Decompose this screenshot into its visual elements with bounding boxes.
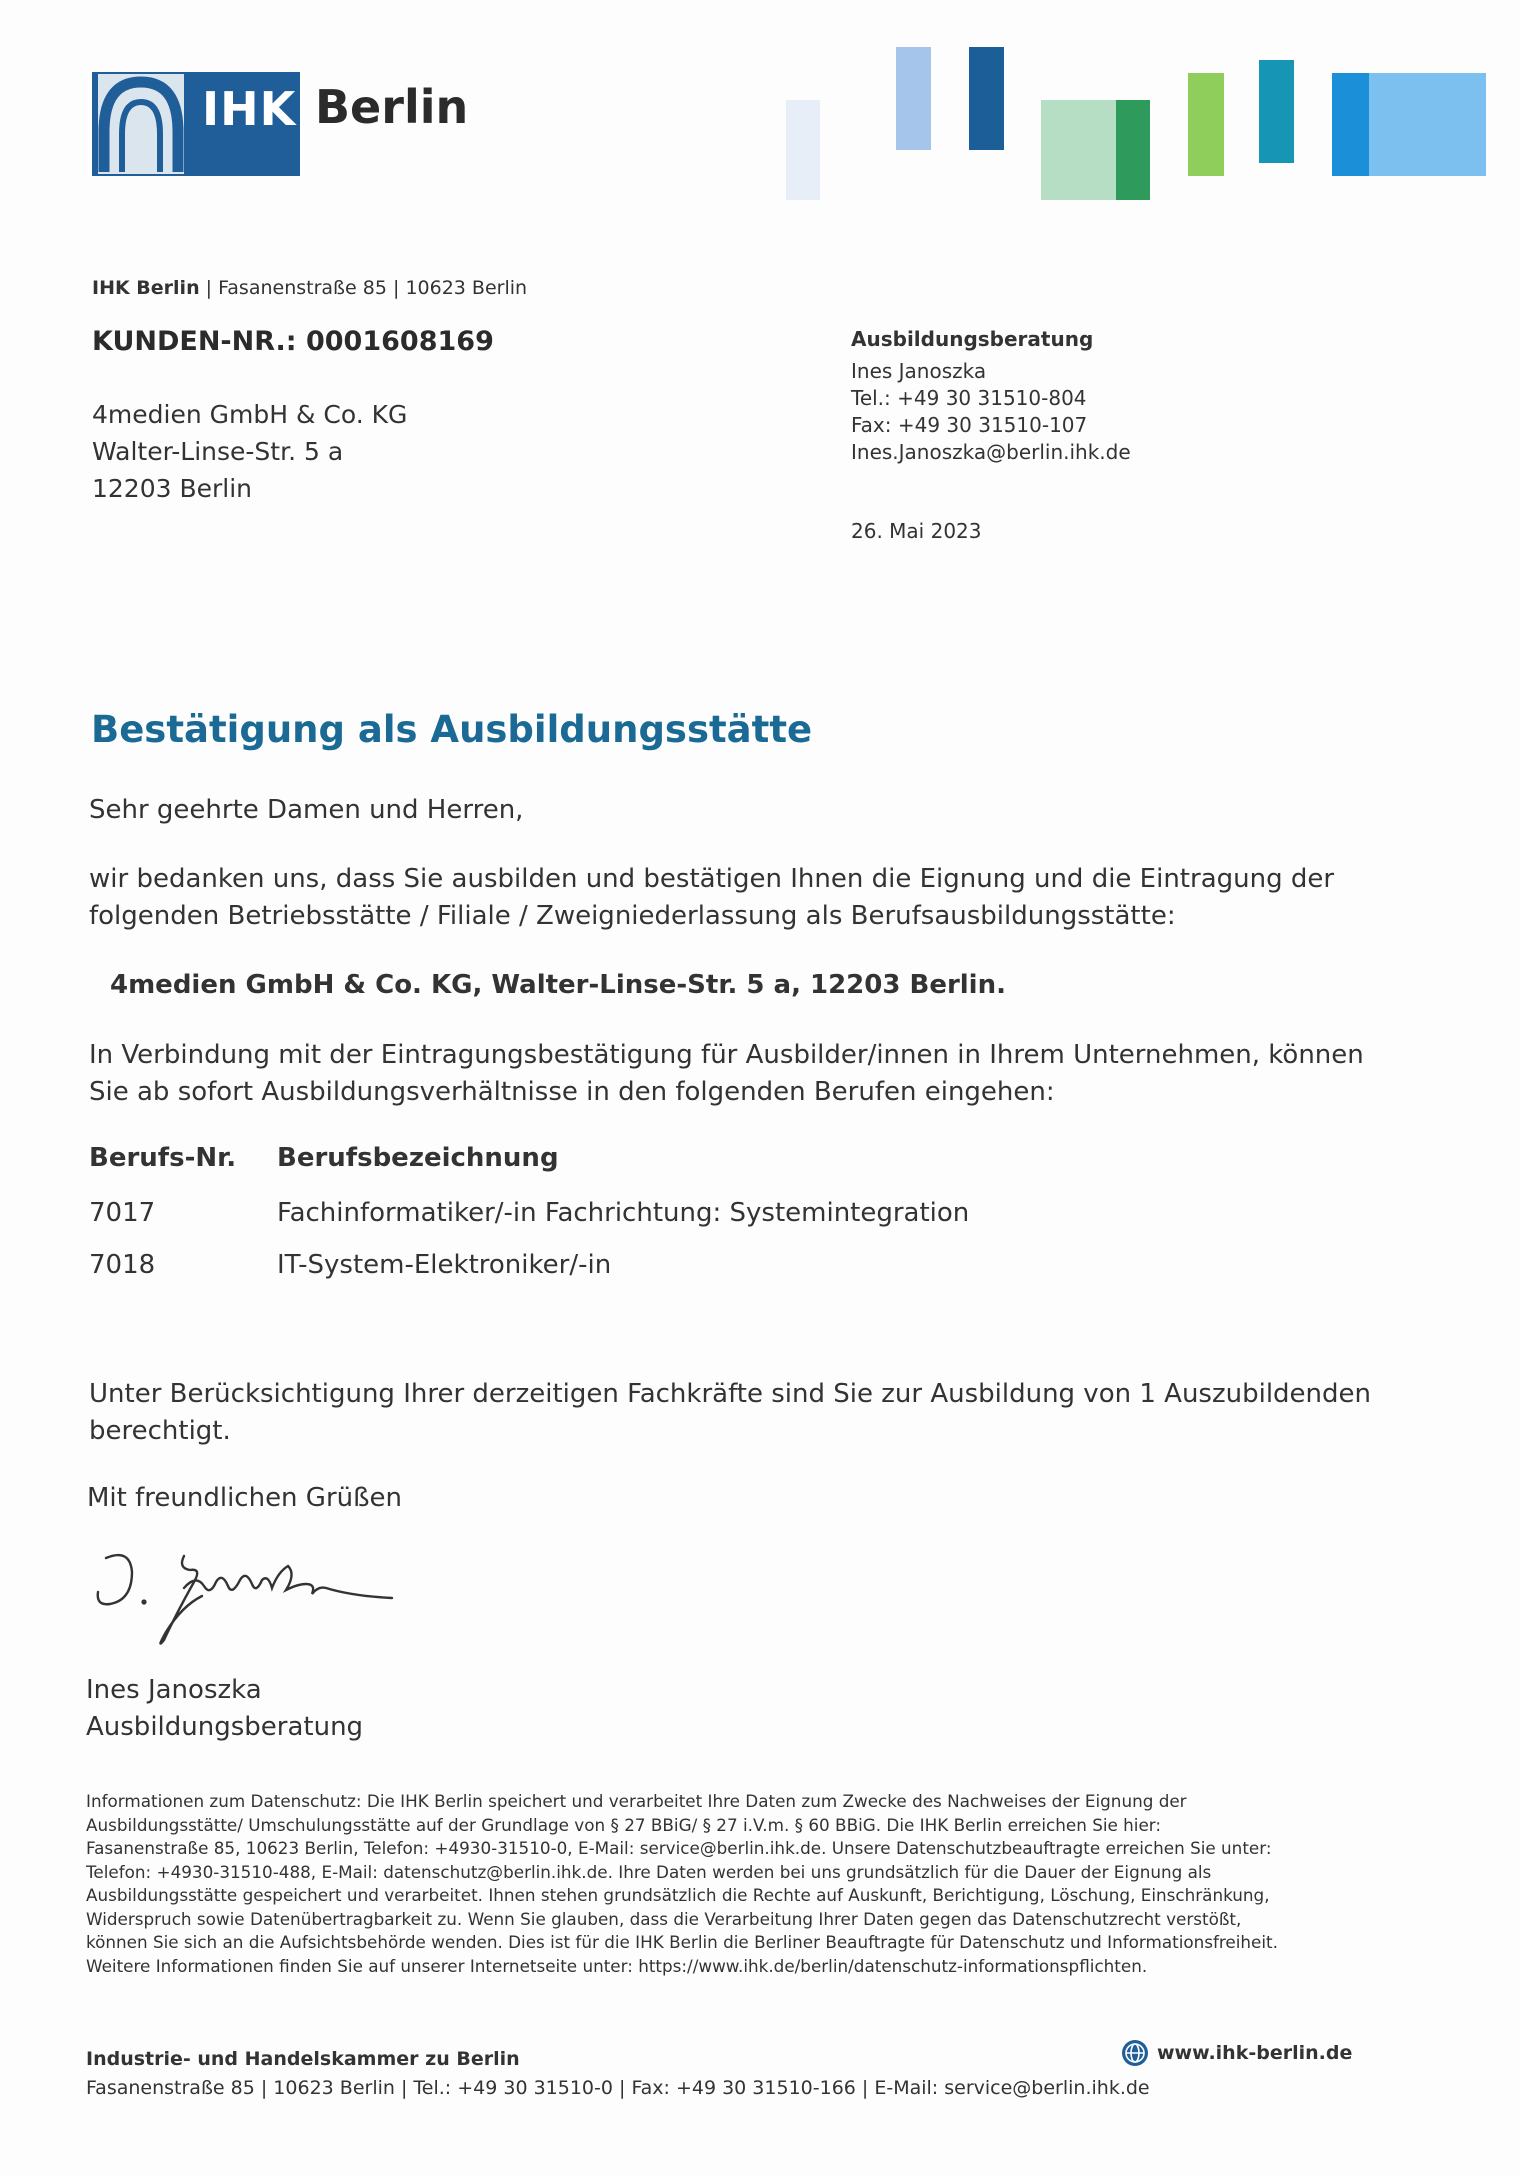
signature-role: Ausbildungsberatung: [86, 1712, 364, 1742]
privacy-line: Ausbildungsstätte gespeichert und verarbeitet. Ihnen stehen grundsätzlich die Rechte auf Auskunft, Berichtigung, Löschung, Einschränkung,: [86, 1885, 1270, 1905]
sender-zip-city: 10623 Berlin: [405, 277, 528, 299]
footer-org: Industrie- und Handelskammer zu Berlin: [86, 2048, 520, 2070]
privacy-notice: [86, 1790, 1330, 1978]
deco-bar: [1116, 100, 1150, 200]
training-location: 4medien GmbH & Co. KG, Walter-Linse-Str. 5 a, 12203 Berlin.: [110, 970, 1006, 1000]
footer-website: www.ihk-berlin.de: [1157, 2042, 1353, 2064]
sender-street: Fasanenstraße 85: [218, 277, 387, 299]
signature-block: [86, 1672, 363, 1746]
customer-number-line: [92, 326, 494, 357]
deco-bar: [1332, 73, 1369, 176]
entitlement-paragraph: [89, 1376, 1371, 1450]
deco-bar: [1259, 60, 1294, 163]
deco-bar: [1041, 100, 1116, 200]
entitlement-line: Unter Berücksichtigung Ihrer derzeitigen Fachkräfte sind Sie zur Ausbildung von 1 Auszubildenden: [89, 1379, 1371, 1409]
contact-tel: Tel.: +49 30 31510-804: [851, 386, 1087, 410]
intro-line: wir bedanken uns, dass Sie ausbilden und bestätigen Ihnen die Eignung und die Eintragung der: [89, 864, 1335, 894]
closing: Mit freundlichen Grüßen: [87, 1483, 402, 1513]
footer-address: Fasanenstraße 85 | 10623 Berlin | Tel.: +49 30 31510-0 | Fax: +49 30 31510-166 | E-Mail: service@berlin.ihk.de: [86, 2077, 1150, 2099]
table-cell-nr: 7017: [89, 1198, 156, 1228]
table-header-name: Berufsbezeichnung: [277, 1143, 559, 1173]
table-cell-name: IT-System-Elektroniker/-in: [277, 1250, 612, 1280]
recipient-address: [92, 396, 407, 507]
letter-title: Bestätigung als Ausbildungsstätte: [91, 708, 813, 751]
globe-icon: [1121, 2039, 1149, 2067]
arch-icon: [98, 74, 184, 174]
connection-line: In Verbindung mit der Eintragungsbestätigung für Ausbilder/innen in Ihrem Unternehmen, können: [89, 1040, 1364, 1070]
logo-mark: [92, 72, 300, 176]
customer-number-label: KUNDEN-NR.:: [92, 326, 297, 357]
deco-bar: [1369, 73, 1486, 176]
table-cell-name: Fachinformatiker/-in Fachrichtung: Systemintegration: [277, 1198, 970, 1228]
deco-bar: [969, 47, 1004, 150]
footer-website-link[interactable]: [1121, 2039, 1352, 2067]
recipient-name: 4medien GmbH & Co. KG: [92, 400, 408, 429]
logo-city-text: Berlin: [315, 80, 469, 134]
connection-line: Sie ab sofort Ausbildungsverhältnisse in den folgenden Berufen eingehen:: [89, 1077, 1055, 1107]
sender-line: [92, 277, 527, 299]
contact-fax: Fax: +49 30 31510-107: [851, 413, 1088, 437]
privacy-line: Ausbildungsstätte/ Umschulungsstätte auf der Grundlage von § 27 BBiG/ § 27 i.V.m. § 60 BBiG. Die IHK Berlin erreichen Sie hier:: [86, 1814, 1162, 1835]
recipient-city: 12203 Berlin: [92, 474, 253, 503]
entitlement-line: berechtigt.: [89, 1416, 231, 1446]
signature-name: Ines Janoszka: [86, 1675, 262, 1705]
sender-name: IHK Berlin: [92, 277, 200, 299]
table-header-nr: Berufs-Nr.: [89, 1143, 237, 1173]
contact-block: [851, 326, 1131, 466]
logo-ihk-text: IHK: [202, 82, 297, 136]
separator: |: [392, 277, 406, 299]
contact-department: Ausbildungsberatung: [851, 327, 1094, 351]
privacy-line: Informationen zum Datenschutz: Die IHK Berlin speichert und verarbeitet Ihre Daten zum Zwecke des Nachweises der Eignung der: [86, 1791, 1187, 1811]
privacy-line: Telefon: +4930-31510-488, E-Mail: datenschutz@berlin.ihk.de. Ihre Daten werden bei uns grundsätzlich für die Dauer der Eignung als: [86, 1861, 1212, 1882]
intro-line: folgenden Betriebsstätte / Filiale / Zweigniederlassung als Berufsausbildungsstätte:: [89, 901, 1176, 931]
salutation: Sehr geehrte Damen und Herren,: [89, 795, 524, 825]
deco-bar: [896, 47, 931, 150]
recipient-street: Walter-Linse-Str. 5 a: [92, 437, 344, 466]
customer-number: 0001608169: [305, 326, 494, 357]
privacy-line: Widerspruch sowie Datenübertragbarkeit zu. Wenn Sie glauben, dass die Verarbeitung Ihrer Daten gegen das Datenschutzrecht verstößt,: [86, 1908, 1242, 1929]
privacy-line: können Sie sich an die Aufsichtsbehörde wenden. Dies ist für die IHK Berlin die Berliner Beauftragte für Datenschutz und Informationsfreiheit.: [86, 1932, 1278, 1952]
deco-bar: [786, 100, 820, 200]
ihk-berlin-logo: [92, 70, 469, 180]
connection-paragraph: [89, 1037, 1364, 1111]
intro-paragraph: [89, 861, 1334, 935]
handwritten-signature: [92, 1544, 402, 1654]
separator: |: [205, 277, 219, 299]
deco-bar: [1188, 73, 1224, 176]
privacy-line: Weitere Informationen finden Sie auf unserer Internetseite unter: https://www.ihk.de/berlin/datenschutz-informationspflichten.: [86, 1955, 1148, 1976]
contact-person: Ines Janoszka: [851, 359, 987, 383]
letter-date: 26. Mai 2023: [851, 519, 982, 543]
contact-email[interactable]: Ines.Janoszka@berlin.ihk.de: [851, 440, 1131, 464]
privacy-line: Fasanenstraße 85, 10623 Berlin, Telefon: +4930-31510-0, E-Mail: service@berlin.ihk.de. Unsere Datenschutzbeauftragte erreichen Sie unter:: [86, 1838, 1272, 1858]
table-cell-nr: 7018: [89, 1250, 156, 1280]
